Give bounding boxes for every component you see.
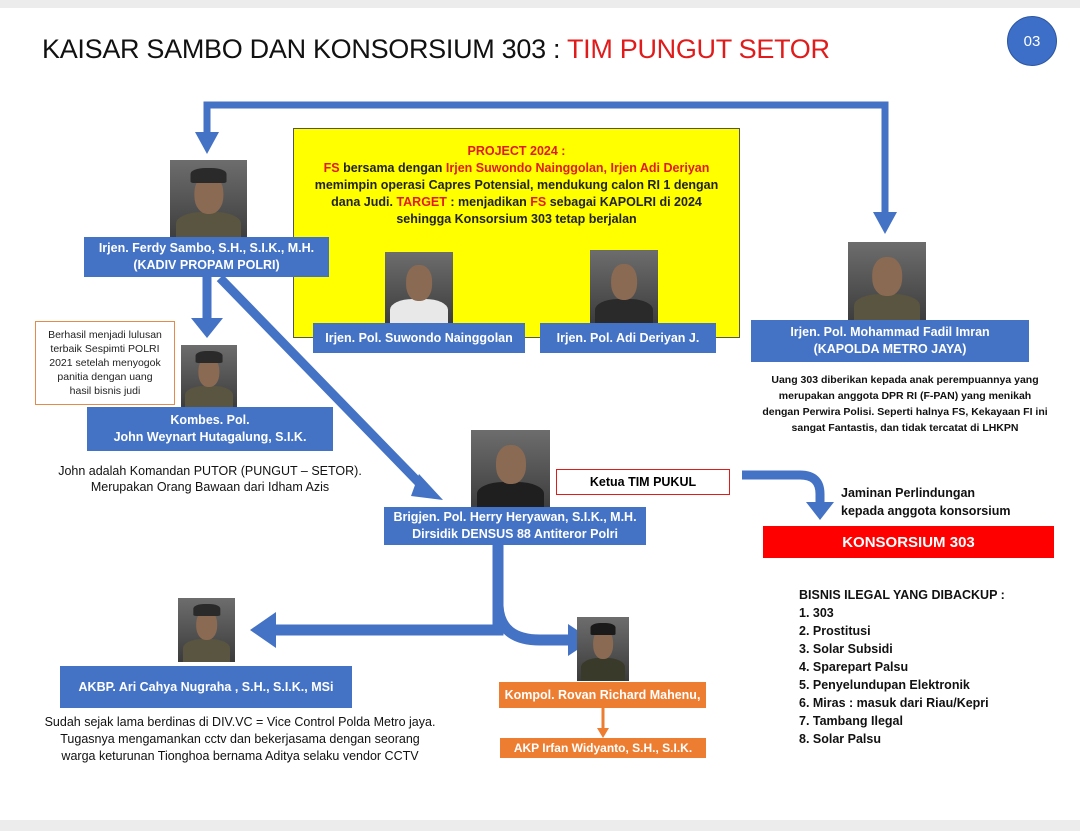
- john-note: [30, 463, 390, 495]
- slide: [0, 8, 1080, 820]
- adi-name-box: [540, 323, 716, 353]
- fadil-photo: [848, 242, 926, 324]
- john-name: John Weynart Hutagalung, S.I.K.: [113, 430, 307, 444]
- project-text-3: : menjadikan: [446, 195, 531, 209]
- fadil-name: Irjen. Pol. Mohammad Fadil Imran: [790, 325, 990, 339]
- project-text: [314, 143, 719, 228]
- ari-note-line: warga keturunan Tionghoa bernama Aditya selaku vendor CCTV: [61, 749, 419, 763]
- rovan-name: Kompol. Rovan Richard Mahenu,: [504, 688, 701, 702]
- project-fs-2: FS: [530, 195, 547, 209]
- project-heading: PROJECT 2024 :: [467, 144, 566, 158]
- project-text-1: bersama dengan: [339, 161, 446, 175]
- herry-name: Brigjen. Pol. Herry Heryawan, S.I.K., M.H.: [393, 510, 637, 524]
- ari-name-box: [60, 666, 352, 708]
- list-item: 5. Penyelundupan Elektronik: [799, 678, 970, 692]
- list-item: 1. 303: [799, 606, 834, 620]
- suwondo-photo: [385, 252, 453, 326]
- list-item: 6. Miras : masuk dari Riau/Kepri: [799, 696, 989, 710]
- konsorsium-banner: KONSORSIUM 303: [763, 526, 1054, 558]
- rovan-photo: [577, 617, 629, 681]
- ketua-to-konsorsium-arrowhead: [806, 502, 834, 520]
- ari-note-line: Sudah sejak lama berdinas di DIV.VC = Vice Control Polda Metro jaya.: [44, 715, 436, 729]
- herry-to-ari-arrow: [270, 606, 498, 630]
- project-fs: FS: [323, 161, 340, 175]
- sambo-name-box: [84, 237, 329, 277]
- sespimti-line: terbaik Sespimti POLRI: [50, 343, 160, 355]
- fadil-note: [735, 372, 1075, 436]
- john-name-box: [87, 407, 333, 451]
- page-number-badge: 03: [1007, 16, 1057, 66]
- fadil-note-line: merupakan anggota DPR RI (F-PAN) yang menikah: [778, 390, 1032, 402]
- suwondo-name: Irjen. Pol. Suwondo Nainggolan: [325, 330, 513, 345]
- top-loop-arrowhead-right: [873, 212, 897, 234]
- list-item: 7. Tambang Ilegal: [799, 714, 903, 728]
- irfan-name: AKP Irfan Widyanto, S.H., S.I.K.: [513, 741, 693, 755]
- rovan-to-irfan-arrowhead: [597, 728, 609, 738]
- sespimti-line: 2021 setelah menyogok: [49, 357, 161, 369]
- project-names: Irjen Suwondo Nainggolan, Irjen Adi Deriyan: [445, 161, 710, 175]
- sambo-name: Irjen. Ferdy Sambo, S.H., S.I.K., M.H.: [98, 241, 315, 255]
- list-item: 2. Prostitusi: [799, 624, 871, 638]
- ketua-tim-pukul-box: Ketua TIM PUKUL: [556, 469, 730, 495]
- john-photo: [181, 345, 237, 409]
- ari-photo: [178, 598, 235, 662]
- adi-photo: [590, 250, 658, 326]
- jaminan-line: kepada anggota konsorsium: [841, 504, 1011, 518]
- bisnis-list: [799, 586, 1005, 748]
- project-body: [314, 160, 719, 228]
- sespimti-note: [35, 321, 175, 405]
- herry-to-ari-arrowhead: [250, 612, 276, 648]
- suwondo-name-box: [313, 323, 525, 353]
- irfan-name-box: [500, 738, 706, 758]
- fadil-note-line: sangat Fantastis, dan tidak tercatat di LHKPN: [791, 422, 1019, 434]
- list-item: 3. Solar Subsidi: [799, 642, 893, 656]
- john-rank: Kombes. Pol.: [170, 413, 250, 427]
- fadil-note-line: Uang 303 diberikan kepada anak perempuannya yang: [771, 374, 1039, 386]
- jaminan-line: Jaminan Perlindungan: [841, 486, 976, 500]
- herry-photo: [471, 430, 550, 512]
- project-2024-box: [293, 128, 740, 338]
- page-title: [42, 34, 830, 65]
- sespimti-line: panitia dengan uang: [57, 371, 153, 383]
- john-note-line: Merupakan Orang Bawaan dari Idham Azis: [90, 480, 330, 494]
- ari-note-line: Tugasnya mengamankan cctv dan bekerjasama dengan seorang: [60, 732, 420, 746]
- top-loop-arrowhead-left: [195, 132, 219, 154]
- rovan-name-box: [499, 682, 706, 708]
- john-note-line: John adalah Komandan PUTOR (PUNGUT – SETOR).: [58, 464, 362, 478]
- herry-to-rovan-arrow: [498, 606, 570, 640]
- sespimti-line: hasil bisnis judi: [69, 385, 141, 397]
- sambo-photo: [170, 160, 247, 242]
- fadil-name-box: [751, 320, 1029, 362]
- fadil-title: (KAPOLDA METRO JAYA): [813, 342, 967, 356]
- ari-name: AKBP. Ari Cahya Nugraha , S.H., S.I.K., MSi: [78, 679, 334, 694]
- adi-name: Irjen. Pol. Adi Deriyan J.: [556, 330, 700, 345]
- ketua-to-konsorsium-arrow: [742, 475, 820, 504]
- bisnis-items: [799, 604, 1005, 748]
- sespimti-line: Berhasil menjadi lulusan: [48, 329, 162, 341]
- herry-name-box: [384, 507, 646, 545]
- herry-title: Dirsidik DENSUS 88 Antiteror Polri: [412, 527, 618, 541]
- sambo-title: (KADIV PROPAM POLRI): [133, 258, 280, 272]
- list-item: 8. Solar Palsu: [799, 732, 881, 746]
- project-text-4: sebagai KAPOLRI di 2024 sehingga Konsorsium 303 tetap berjalan: [396, 195, 702, 226]
- project-target: TARGET: [396, 195, 447, 209]
- jaminan-text: [841, 484, 1010, 520]
- project-text-2: memimpin operasi Capres Potensial, mendukung calon RI 1 dengan dana Judi.: [314, 178, 719, 209]
- title-highlight: TIM PUNGUT SETOR: [566, 34, 830, 64]
- ari-note: [10, 714, 470, 765]
- title-main: KAISAR SAMBO DAN KONSORSIUM 303 :: [42, 34, 567, 64]
- sambo-to-john-arrowhead: [191, 318, 223, 338]
- bisnis-heading: BISNIS ILEGAL YANG DIBACKUP :: [799, 588, 1005, 602]
- fadil-note-line: dengan Perwira Polisi. Seperti halnya FS, Kekayaan FI ini: [762, 406, 1048, 418]
- list-item: 4. Sparepart Palsu: [799, 660, 909, 674]
